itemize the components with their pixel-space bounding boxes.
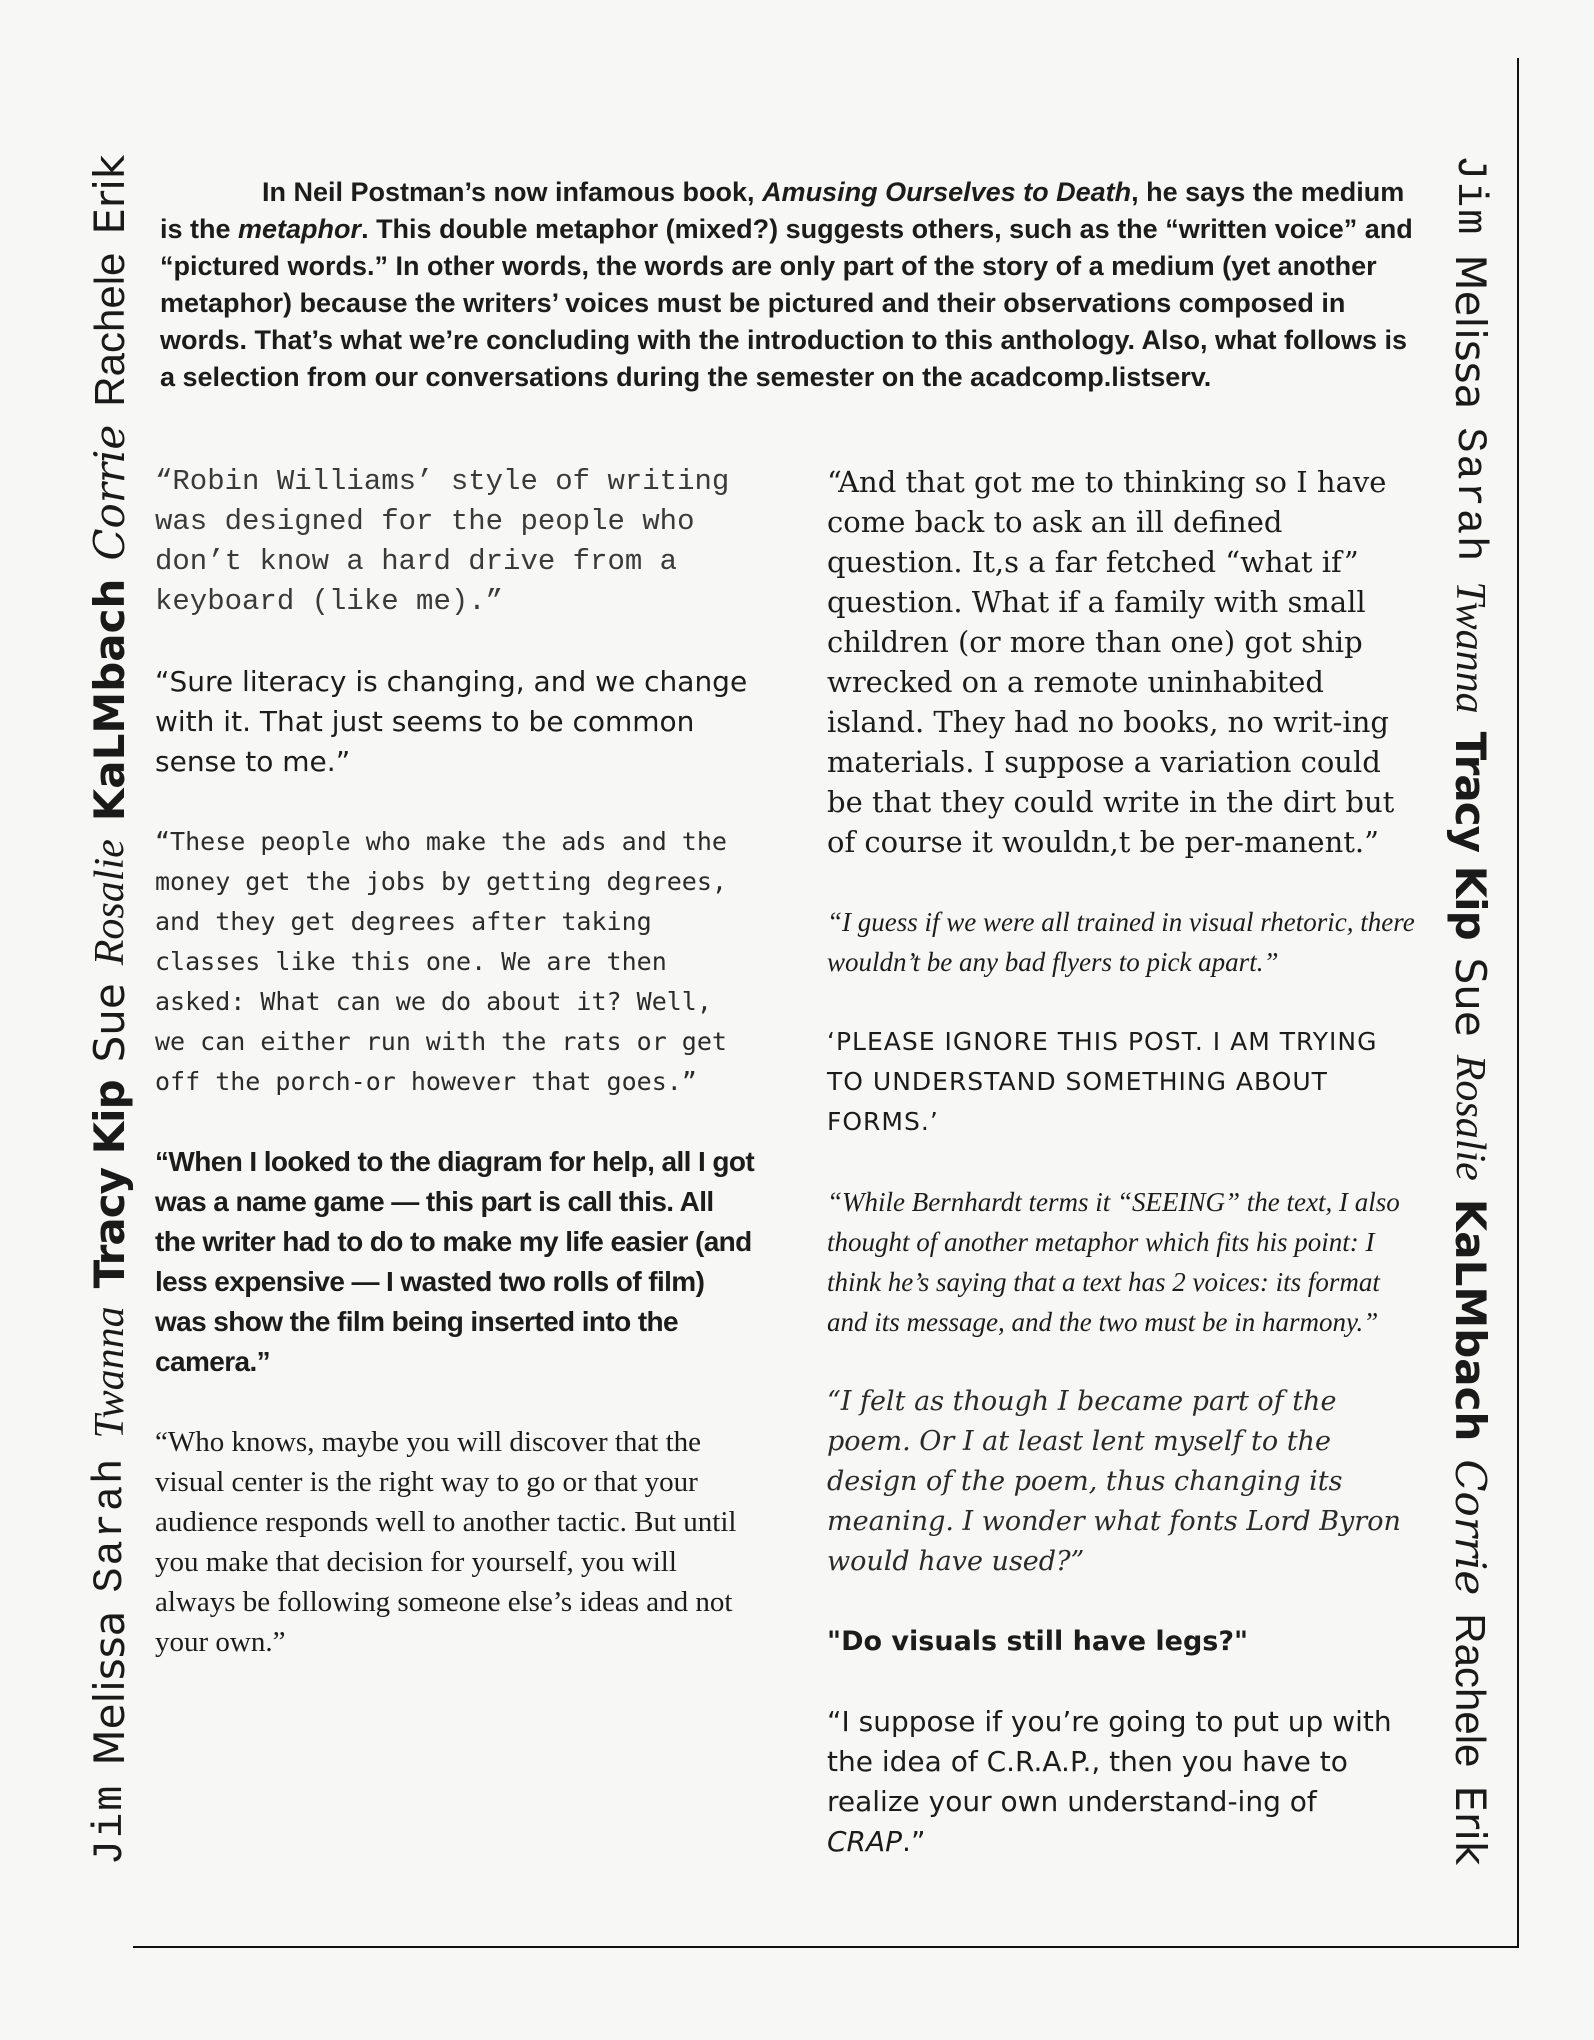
quote-crap-text-2: .”	[902, 1825, 926, 1858]
quote-bernhardt: “While Bernhardt terms it “SEEING” the text, I also thought of another metaphor which fits his point: I think he’s saying that a text has 2 voices: its format and its message, and the two must be in harmony.”	[827, 1187, 1400, 1337]
name-twanna: Twanna	[1447, 581, 1493, 714]
quote-diagram-help: “When I looked to the diagram for help, all I got was a name game — this part is call this. All the writer had to do to make my life easier (and less expensive — I wasted two rolls of film) was show the film being inserted into the camera.”	[155, 1146, 755, 1377]
intro-book-title: Amusing Ourselves to Death	[762, 177, 1132, 207]
name-rachele: Rachele	[86, 252, 133, 407]
right-border-rule	[1517, 58, 1519, 1948]
name-melissa: Melissa	[85, 1610, 134, 1766]
quote-visual-rhetoric: “I guess if we were all trained in visual rhetoric, there wouldn’t be any bad flyers to pick apart.”	[827, 907, 1415, 977]
quote-crap	[827, 1702, 1417, 1862]
quote-crap-text-1: “I suppose if you’re going to put up with the idea of C.R.A.P., then you have to realize your own understand-ing of	[827, 1705, 1392, 1818]
intro-paragraph	[160, 174, 1425, 396]
left-quote-column	[155, 462, 755, 1702]
intro-text-3: . This double metaphor (mixed?) suggests others, such as the “written voice” and “pictured words.” In other words, the words are only part of the story of a medium (yet another metaphor) because the writers’ voices must be pictured and their observations composed in words. That’s what we’re concluding with the introduction to this anthology. Also, what follows is a selection from our conversations during the semester on the acadcomp.listserv.	[160, 214, 1413, 392]
intro-text-1: In Neil Postman’s now infamous book,	[262, 177, 763, 207]
quote-part-of-poem: “I felt as though I became part of the poem. Or I at least lent myself to the design of the poem, thus changing its meaning. I wonder what fonts Lord Byron would have used?”	[827, 1386, 1401, 1577]
quote-visual-center: “Who knows, maybe you will discover that the visual center is the right way to go or that your audience responds well to another tactic. But until you make that decision for yourself, you will always be following someone else’s ideas and not your own.”	[155, 1426, 737, 1658]
quote-island-question: “And that got me to thinking so I have come back to ask an ill defined question. It,s a far fetched “what if” question. What if a family with small children (or more than one) got ship wrecked on a remote uninhabited island. They had no books, no writ-ing materials. I suppose a variation could be that they could write in the dirt but of course it wouldn,t be per-manent.”	[827, 465, 1395, 859]
name-erik: Erik	[85, 154, 134, 235]
quote-visuals-legs: "Do visuals still have legs?"	[827, 1626, 1249, 1657]
bottom-border-rule	[133, 1946, 1519, 1948]
name-corrie: Corrie	[1446, 1459, 1495, 1596]
quote-ads-money: “These people who make the ads and the money get the jobs by getting degrees, and they get degrees after taking classes like this one. We are then asked: What can we do about it? Well, we can either run with the rats or get off the porch-or however that goes.”	[155, 827, 727, 1096]
name-tracy-kip: Tracy Kip	[1446, 731, 1495, 940]
quote-crap-emphasis: CRAP	[827, 1825, 903, 1858]
name-jim: Jim	[1446, 154, 1494, 237]
name-rosalie: Rosalie	[1447, 1054, 1493, 1181]
quote-literacy-changing: “Sure literacy is changing, and we change with it. That just seems to be common sense to me.”	[155, 665, 748, 778]
quote-ignore-post: ‘PLEASE IGNORE THIS POST. I AM TRYING TO UNDERSTAND SOMETHING ABOUT FORMS.’	[827, 1027, 1378, 1136]
name-tracy-kip: Tracy Kip	[85, 1080, 134, 1289]
name-sue: Sue	[1446, 957, 1495, 1037]
quote-robin-williams: “Robin Williams’ style of writing was designed for the people who don’t know a hard drive from a keyboard (like me).”	[155, 465, 730, 618]
name-sarah: Sarah	[1446, 427, 1494, 564]
left-name-strip	[85, 154, 134, 1866]
intro-metaphor: metaphor	[238, 214, 362, 244]
name-kalmbach: KaLMbach	[85, 578, 134, 822]
name-rosalie: Rosalie	[87, 839, 133, 966]
name-rachele: Rachele	[1447, 1613, 1494, 1768]
right-name-strip	[1446, 154, 1495, 1866]
name-corrie: Corrie	[85, 424, 134, 561]
name-jim: Jim	[86, 1783, 134, 1866]
intro-text-2: , he says the medium is the	[160, 177, 1405, 244]
name-kalmbach: KaLMbach	[1446, 1198, 1495, 1442]
right-quote-column	[827, 462, 1417, 1902]
name-sarah: Sarah	[86, 1456, 134, 1593]
name-twanna: Twanna	[87, 1306, 133, 1439]
name-melissa: Melissa	[1446, 254, 1495, 410]
name-sue: Sue	[85, 983, 134, 1063]
name-erik: Erik	[1446, 1785, 1495, 1866]
